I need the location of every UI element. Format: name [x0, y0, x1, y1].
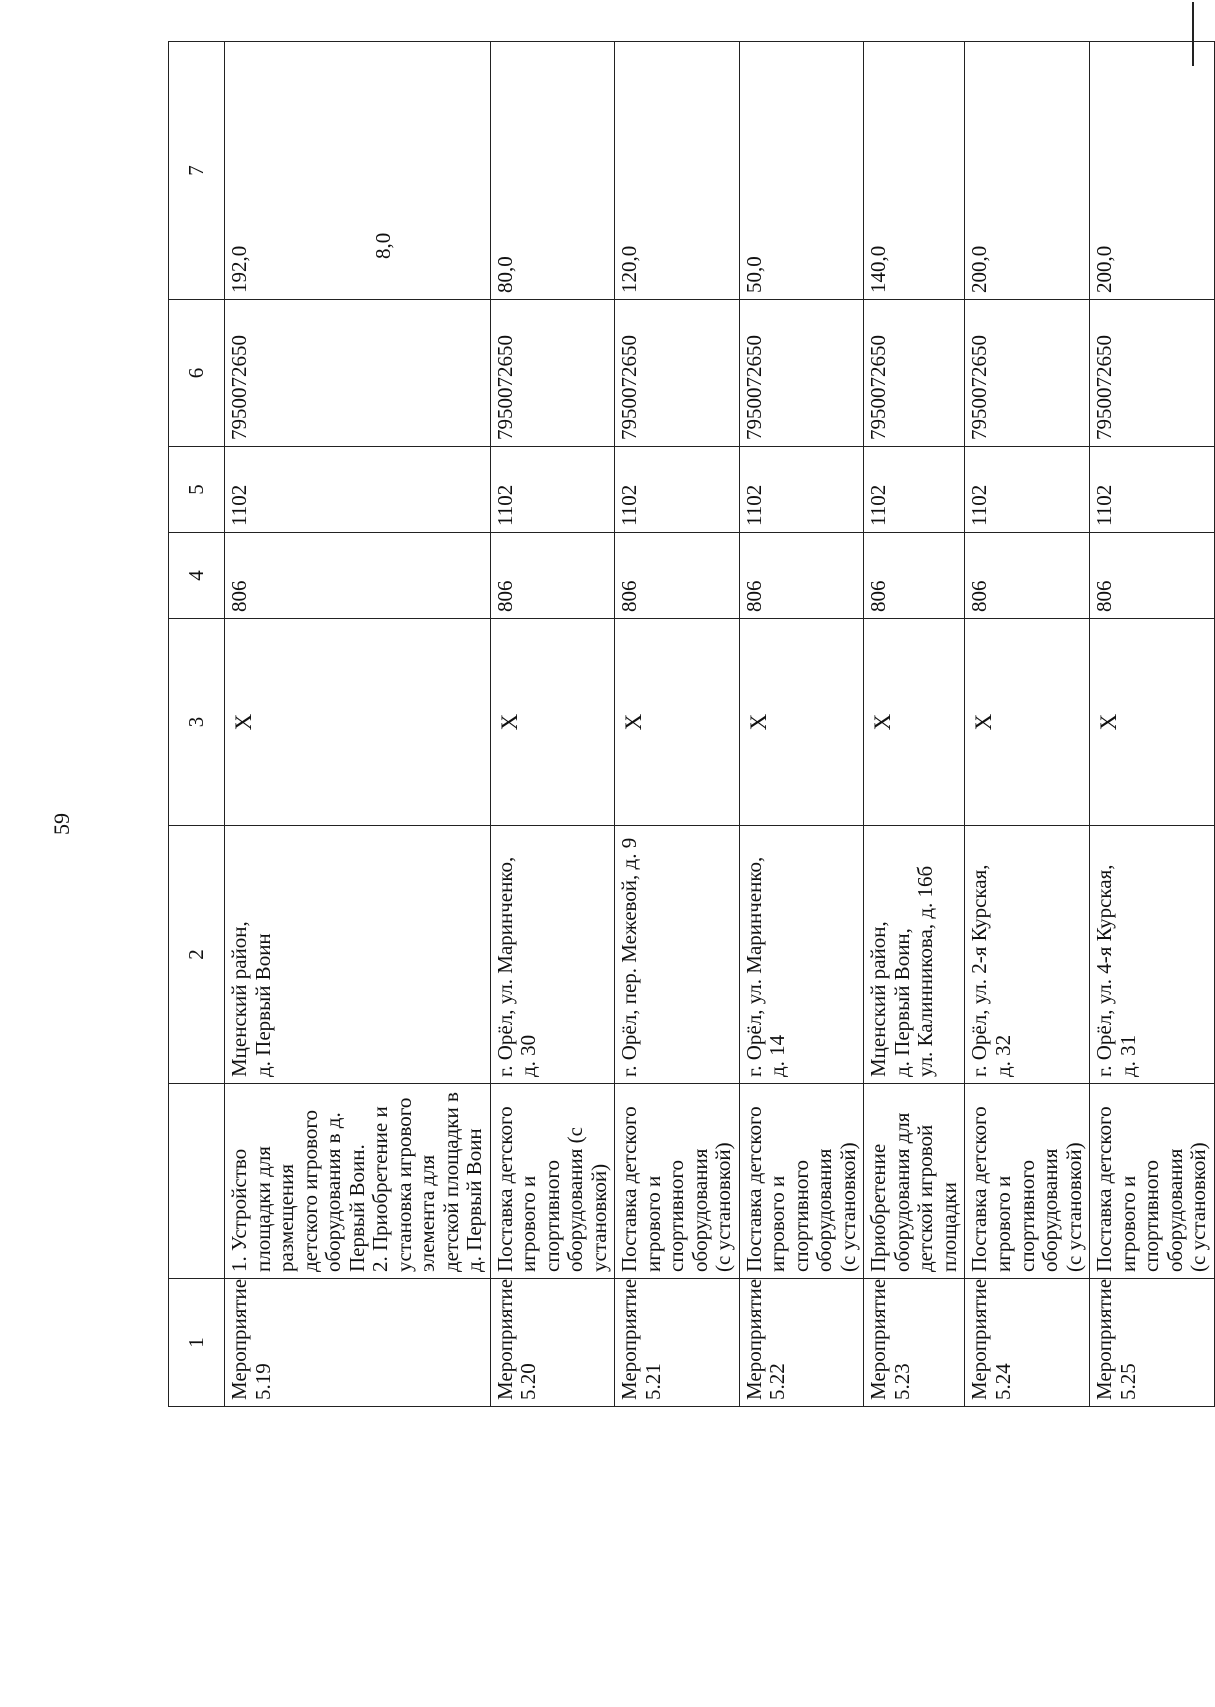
cell-description: Поставка детского игрового и спортивного оборудования (с установкой) — [965, 1084, 1090, 1279]
cell-description: 1. Устройство площадки для размещения детского игрового оборудования в д. Первый Воин. 2. Приобретение и установка игрового элемента для детской площадки в д. Первый Воин — [225, 1084, 491, 1279]
table-row — [1090, 42, 1215, 1407]
header-col-2: 2 — [169, 826, 225, 1084]
cell-col3: X — [864, 619, 965, 826]
header-col-6: 6 — [169, 300, 225, 447]
cell-col5: 1102 — [490, 447, 615, 533]
cell-col3: X — [490, 619, 615, 826]
cell-col6: 7950072650 — [739, 300, 864, 447]
cell-col5: 1102 — [864, 447, 965, 533]
cell-activity: Мероприятие 5.25 — [1090, 1279, 1215, 1407]
cell-col4: 806 — [864, 533, 965, 619]
cell-activity: Мероприятие 5.23 — [864, 1279, 965, 1407]
cell-activity: Мероприятие 5.24 — [965, 1279, 1090, 1407]
cell-col3: X — [965, 619, 1090, 826]
cell-col4: 806 — [225, 533, 491, 619]
cell-col6: 7950072650 — [615, 300, 740, 447]
cell-col6: 7950072650 — [965, 300, 1090, 447]
cell-col4: 806 — [739, 533, 864, 619]
cell-address: г. Орёл, пер. Межевой, д. 9 — [615, 826, 740, 1084]
cell-description: Поставка детского игрового и спортивного оборудования (с установкой) — [615, 1084, 740, 1279]
table-row — [864, 42, 965, 1407]
rotated-table-wrapper — [168, 42, 1211, 1407]
cell-col7: 200,0 — [965, 42, 1090, 300]
cell-col5: 1102 — [965, 447, 1090, 533]
header-col-1: 1 — [169, 1279, 225, 1407]
cell-col6: 7950072650 — [864, 300, 965, 447]
cell-col6: 7950072650 — [490, 300, 615, 447]
cell-col4: 806 — [490, 533, 615, 619]
header-col-7: 7 — [169, 42, 225, 300]
budget-table — [168, 41, 1215, 1407]
cell-col3: X — [739, 619, 864, 826]
cell-col4: 806 — [615, 533, 740, 619]
cell-col3: X — [1090, 619, 1215, 826]
cell-address: Мценский район, д. Первый Воин — [225, 826, 491, 1084]
cell-col7: 50,0 — [739, 42, 864, 300]
header-col-3: 3 — [169, 619, 225, 826]
header-col-4: 4 — [169, 533, 225, 619]
cell-address: г. Орёл, ул. Маринченко, д. 14 — [739, 826, 864, 1084]
cell-col5: 1102 — [1090, 447, 1215, 533]
cell-description: Поставка детского игрового и спортивного оборудования (с установкой) — [1090, 1084, 1215, 1279]
table-row — [739, 42, 864, 1407]
header-row — [169, 42, 225, 1407]
cell-col7 — [225, 42, 491, 300]
table-row — [490, 42, 615, 1407]
cell-description: Приобретение оборудования для детской игровой площадки — [864, 1084, 965, 1279]
cell-address: г. Орёл, ул. 4-я Курская, д. 31 — [1090, 826, 1215, 1084]
cell-activity: Мероприятие 5.21 — [615, 1279, 740, 1407]
header-col-5: 5 — [169, 447, 225, 533]
cell-activity: Мероприятие 5.22 — [739, 1279, 864, 1407]
cell-col7: 120,0 — [615, 42, 740, 300]
cell-col7: 80,0 — [490, 42, 615, 300]
cell-address: г. Орёл, ул. Маринченко, д. 30 — [490, 826, 615, 1084]
cell-address: Мценский район, д. Первый Воин, ул. Калинникова, д. 16б — [864, 826, 965, 1084]
amount-primary: 192,0 — [227, 245, 251, 293]
cell-col5: 1102 — [739, 447, 864, 533]
cell-col4: 806 — [965, 533, 1090, 619]
cell-description: Поставка детского игрового и спортивного оборудования (с установкой) — [739, 1084, 864, 1279]
cell-col3: X — [225, 619, 491, 826]
cell-description: Поставка детского игрового и спортивного оборудования (с установкой) — [490, 1084, 615, 1279]
cell-activity: Мероприятие 5.20 — [490, 1279, 615, 1407]
cell-col3: X — [615, 619, 740, 826]
cell-col5: 1102 — [225, 447, 491, 533]
cell-col7: 200,0 — [1090, 42, 1215, 300]
table-row — [225, 42, 491, 1407]
cell-address: г. Орёл, ул. 2-я Курская, д. 32 — [965, 826, 1090, 1084]
table-row — [965, 42, 1090, 1407]
cell-activity: Мероприятие 5.19 — [225, 1279, 491, 1407]
cell-col7: 140,0 — [864, 42, 965, 300]
cell-col4: 806 — [1090, 533, 1215, 619]
cell-col6: 7950072650 — [225, 300, 491, 447]
amount-secondary: 8,0 — [370, 232, 395, 259]
cell-col6: 7950072650 — [1090, 300, 1215, 447]
header-col-1-cont — [169, 1084, 225, 1279]
table-row — [615, 42, 740, 1407]
cell-col5: 1102 — [615, 447, 740, 533]
page-number: 59 — [49, 813, 74, 835]
